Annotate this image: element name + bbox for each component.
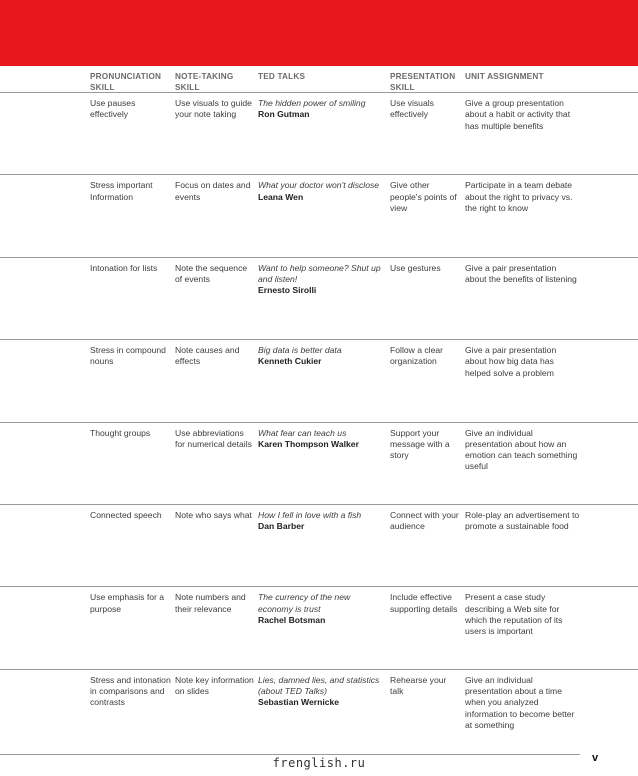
unit-assignment: Give an individual presentation about how an emotion can teach something useful: [465, 427, 578, 472]
presentation-skill: Follow a clear organization: [390, 345, 444, 367]
pronunciation-skill: Use pauses effectively: [90, 98, 136, 120]
note-taking-skill: Note causes and effects: [175, 345, 240, 367]
talk-speaker: Ron Gutman: [258, 109, 310, 120]
talk-speaker: Leana Wen: [258, 191, 304, 202]
watermark: frenglish.ru: [272, 756, 366, 770]
note-taking-skill: Note numbers and their relevance: [175, 592, 246, 614]
table-row: [0, 339, 638, 421]
talk-speaker: Kenneth Cukier: [258, 356, 322, 367]
table-row: [0, 174, 638, 256]
unit-assignment: Give a group presentation about a habit or activity that has multiple benefits: [465, 98, 571, 131]
note-taking-skill: Use abbreviations for numerical details: [175, 427, 252, 449]
header-unit-assignment: UNIT ASSIGNMENT: [465, 72, 544, 81]
ted-talk: [258, 592, 386, 626]
talk-speaker: Rachel Botsman: [258, 614, 326, 625]
talk-title: How I fell in love with a fish: [258, 510, 362, 520]
talk-speaker: Dan Barber: [258, 521, 305, 532]
row-divider: [0, 422, 638, 423]
unit-assignment: Give an individual presentation about a time when you analyzed information to become better at something: [465, 674, 575, 730]
talk-title: What fear can teach us: [258, 427, 347, 438]
header-pronunciation: PRONUNCIATION SKILL: [90, 72, 162, 92]
presentation-skill: Give other people's points of view: [390, 180, 457, 213]
presentation-skill: Use visuals effectively: [390, 98, 434, 120]
table-row: [0, 422, 638, 504]
pronunciation-skill: Use emphasis for a purpose: [90, 592, 165, 614]
table-row: [0, 504, 638, 586]
red-header-band: [0, 0, 638, 66]
table-row: [0, 669, 638, 751]
header-ted-talks: TED TALKS: [258, 72, 306, 81]
talk-title: Big data is better data: [258, 345, 342, 356]
talk-speaker: Ernesto Sirolli: [258, 285, 317, 296]
pronunciation-skill: Stress in compound nouns: [90, 345, 166, 367]
header-note-taking: NOTE-TAKING SKILL: [175, 72, 234, 92]
ted-talk: [258, 98, 386, 121]
row-divider: [0, 257, 638, 258]
note-taking-skill: Note the sequence of events: [175, 262, 248, 285]
ted-talk: [258, 675, 386, 709]
ted-talk: [258, 263, 386, 297]
talk-speaker: Sebastian Wernicke: [258, 697, 340, 708]
presentation-skill: Use gestures: [390, 262, 441, 273]
table-row: [0, 586, 638, 668]
presentation-skill: Connect with your audience: [390, 510, 459, 532]
unit-assignment: Participate in a team debate about the right to privacy vs. the right to know: [465, 180, 573, 213]
note-taking-skill: Note who says what: [175, 510, 252, 520]
unit-assignment: Give a pair presentation about the benefits of listening: [465, 262, 577, 285]
presentation-skill: Support your message with a story: [390, 427, 450, 461]
bottom-divider: [0, 754, 580, 755]
unit-assignment: Role-play an advertisement to promote a sustainable food: [465, 510, 580, 532]
ted-talk: [258, 510, 386, 533]
pronunciation-skill: Intonation for lists: [90, 262, 158, 273]
talk-title: Want to help someone? Shut up and listen!: [258, 262, 381, 285]
talk-title: The currency of the new economy is trust: [258, 592, 351, 614]
talk-title: What your doctor won't disclose: [258, 180, 380, 191]
row-divider: [0, 669, 638, 670]
row-divider: [0, 92, 638, 93]
pronunciation-skill: Connected speech: [90, 510, 162, 520]
pronunciation-skill: Stress and intonation in comparisons and contrasts: [90, 674, 171, 708]
talk-speaker: Karen Thompson Walker: [258, 438, 359, 449]
table-row: [0, 257, 638, 339]
ted-talk: [258, 428, 386, 451]
row-divider: [0, 339, 638, 340]
table-row: [0, 92, 638, 174]
presentation-skill: Rehearse your talk: [390, 674, 447, 697]
row-divider: [0, 586, 638, 587]
ted-talk: [258, 345, 386, 368]
presentation-skill: Include effective supporting details: [390, 592, 458, 614]
unit-assignment: Give a pair presentation about how big data has helped solve a problem: [465, 345, 557, 378]
talk-title: The hidden power of smiling: [258, 98, 366, 108]
pronunciation-skill: Stress important Information: [90, 180, 153, 202]
row-divider: [0, 174, 638, 175]
unit-assignment: Present a case study describing a Web site for which the reputation of its users is important: [465, 592, 563, 637]
row-divider: [0, 504, 638, 505]
note-taking-skill: Use visuals to guide your note taking: [175, 98, 252, 120]
header-presentation: PRESENTATION SKILL: [390, 72, 456, 92]
note-taking-skill: Note key information on slides: [175, 674, 254, 697]
talk-title: Lies, damned lies, and statistics (about TED Talks): [258, 674, 380, 697]
pronunciation-skill: Thought groups: [90, 427, 151, 438]
page-number: v: [592, 752, 599, 764]
note-taking-skill: Focus on dates and events: [175, 180, 251, 202]
ted-talk: [258, 180, 386, 203]
